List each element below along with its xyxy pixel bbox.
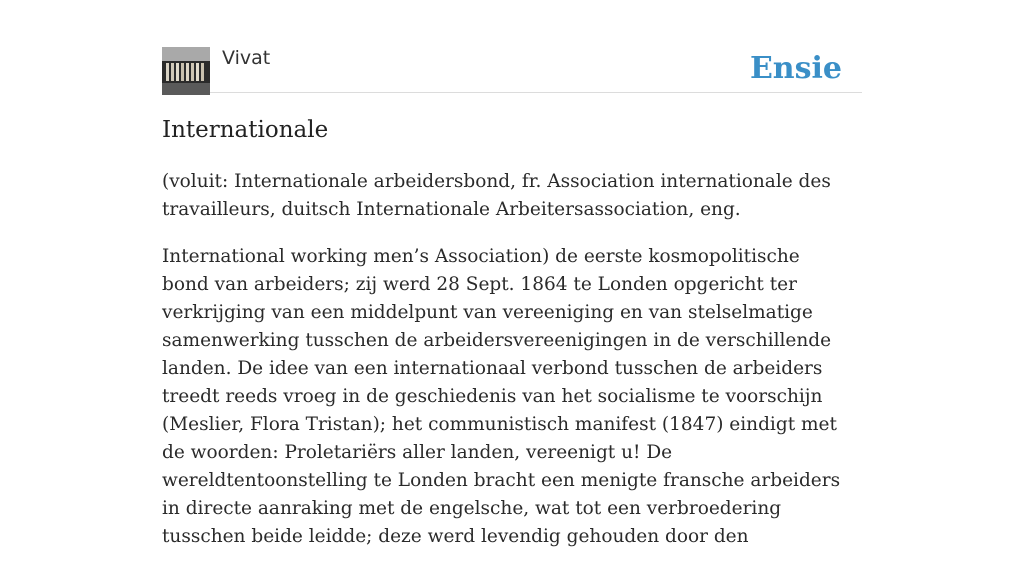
author-name[interactable]: Vivat: [222, 47, 271, 69]
article-title: Internationale: [162, 117, 329, 143]
bookshelf-avatar-icon[interactable]: [162, 47, 210, 95]
article-paragraph: International working men’s Association) de eerste kosmopolitische bond van arbeiders; zij werd 28 Sept. 1864 te Londen opgericht ter verkrijging van een middelpunt van vereeniging en van stelselmatige samenwerking tusschen de arbeidersvereenigingen in de verschillende landen. De idee van een internationaal verbond tusschen de arbeiders treedt reeds vroeg in de geschiedenis van het socialisme te voorschijn (Meslier, Flora Tristan); het communistisch manifest (1847) eindigt met de woorden: Proletariërs aller landen, vereenigt u! De wereldtentoonstelling te Londen bracht een menigte fransche arbeiders in directe aanraking met de engelsche, wat tot een verbroedering tusschen beide leidde; deze werd levendig gehouden door den: [162, 246, 841, 547]
brand-logo[interactable]: Ensie: [749, 51, 842, 86]
article-paragraph: (voluit: Internationale arbeidersbond, fr. Association internationale des travailleurs, duitsch Internationale Arbeitersassociation, eng.: [162, 171, 831, 220]
article-body: [162, 168, 852, 570]
header: [162, 46, 862, 93]
